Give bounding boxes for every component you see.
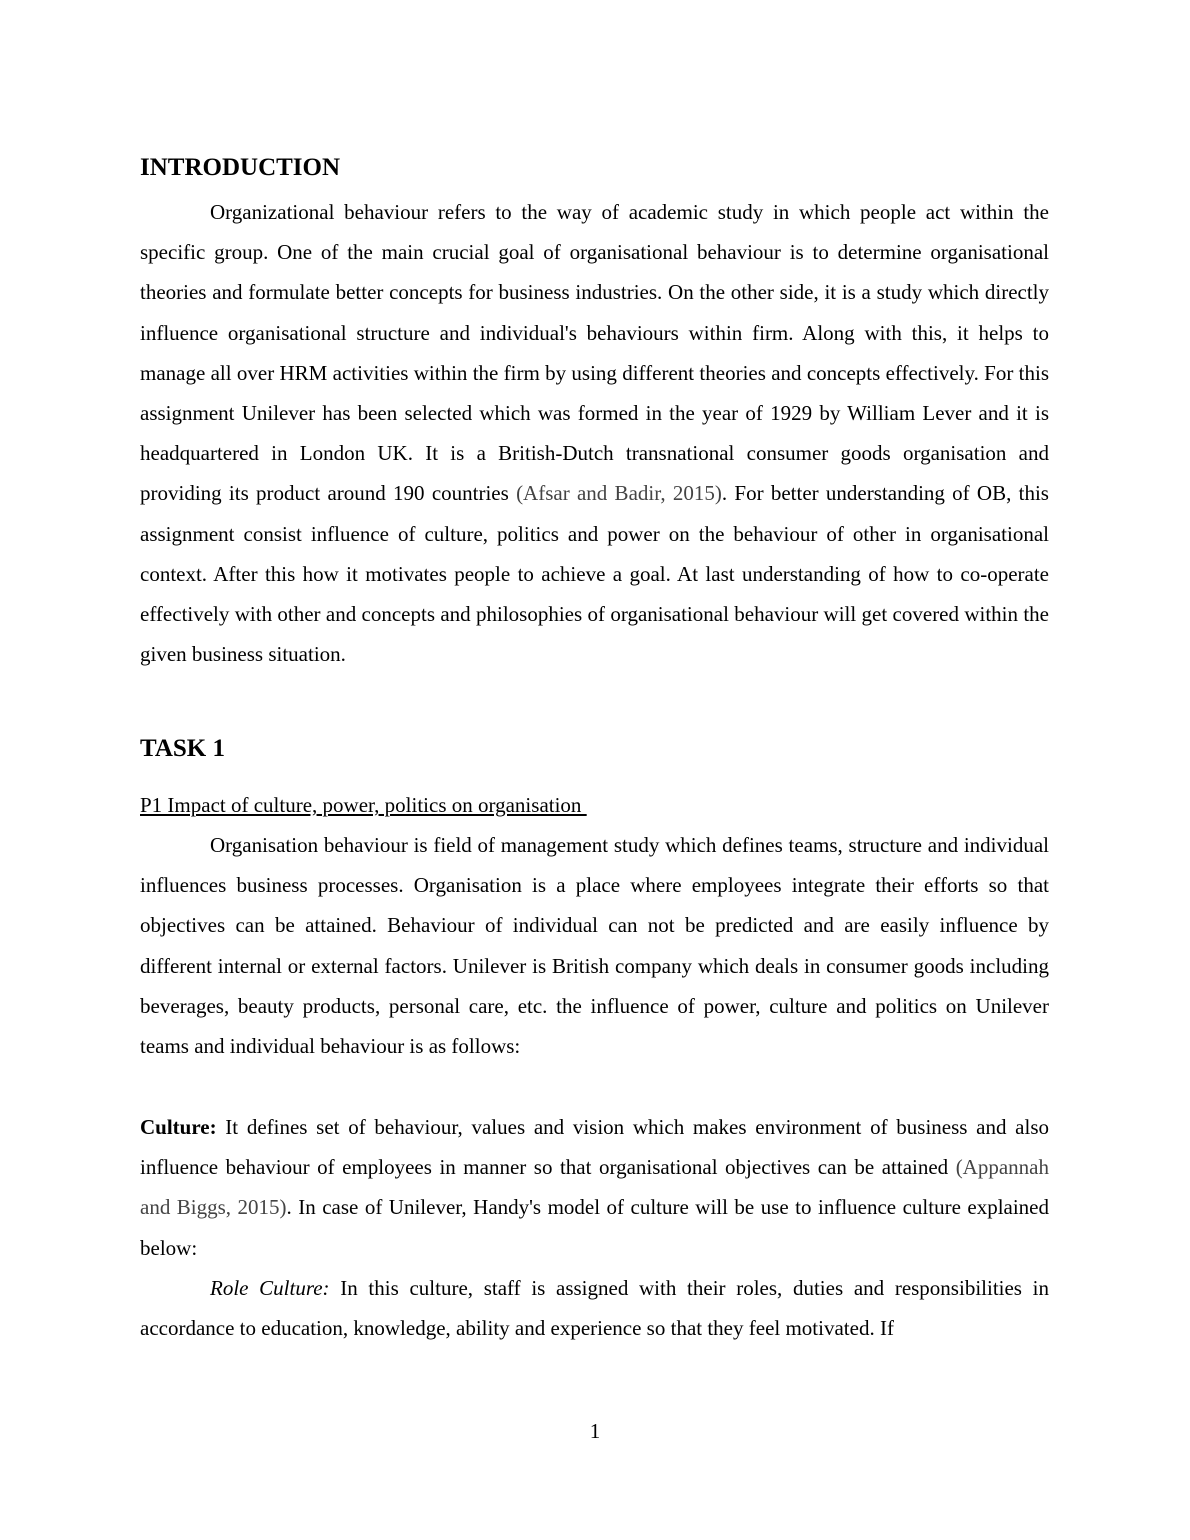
- intro-text-part1: Organizational behaviour refers to the way of academic study in which people act within the specific group. One of the main crucial goal of organisational behaviour is to determine organisational theories and formulate better concepts for business industries. On the other side, it is a study which directly influence organisational structure and individual's behaviours within firm. Along with this, it helps to manage all over HRM activities within the firm by using different theories and concepts effectively. For this assignment Unilever has been selected which was formed in the year of 1929 by William Lever and it is headquartered in London UK. It is a British-Dutch transnational consumer goods organisation and providing its product around 190 countries: [140, 200, 1049, 506]
- intro-paragraph: [140, 192, 1049, 674]
- culture-citation: (Appannah and Biggs, 2015): [140, 1155, 1049, 1220]
- task1-paragraph: Organisation behaviour is field of management study which defines teams, structure and individual influences business processes. Organisation is a place where employees integrate their efforts so that objectives can be attained. Behaviour of individual can not be predicted and are easily influence by different internal or external factors. Unilever is British company which deals in consumer goods including beverages, beauty products, personal care, etc. the influence of power, culture and politics on Unilever teams and individual behaviour is as follows:: [140, 833, 1049, 1059]
- culture-label: Culture:: [140, 1115, 217, 1139]
- page-number: 1: [589, 1419, 601, 1443]
- intro-citation: (Afsar and Badir, 2015): [516, 481, 722, 506]
- culture-text-part1: It defines set of behaviour, values and vision which makes environment of business and also influence behaviour of employees in manner so that organisational objectives can be attained: [140, 1115, 1049, 1180]
- intro-text-part2: . For better understanding of OB, this assignment consist influence of culture, politics and power on the behaviour of other in organisational context. After this how it motivates people to achieve a goal. At last understanding of how to co-operate effectively with other and concepts and philosophies of organisational behaviour will get covered within the given business situation.: [140, 481, 1049, 667]
- role-culture-label: Role Culture:: [210, 1276, 330, 1300]
- role-culture-paragraph: [140, 1268, 1049, 1348]
- culture-text-part2: . In case of Unilever, Handy's model of culture will be use to influence culture explained below:: [140, 1195, 1050, 1260]
- task1-subheading: P1 Impact of culture, power, politics on organisation: [140, 793, 587, 817]
- intro-heading: INTRODUCTION: [140, 154, 341, 181]
- culture-paragraph: [140, 1107, 1049, 1268]
- task1-heading: TASK 1: [140, 735, 225, 762]
- role-culture-text: In this culture, staff is assigned with their roles, duties and responsibilities in accordance to education, knowledge, ability and experience so that they feel motivated. If: [140, 1276, 1050, 1341]
